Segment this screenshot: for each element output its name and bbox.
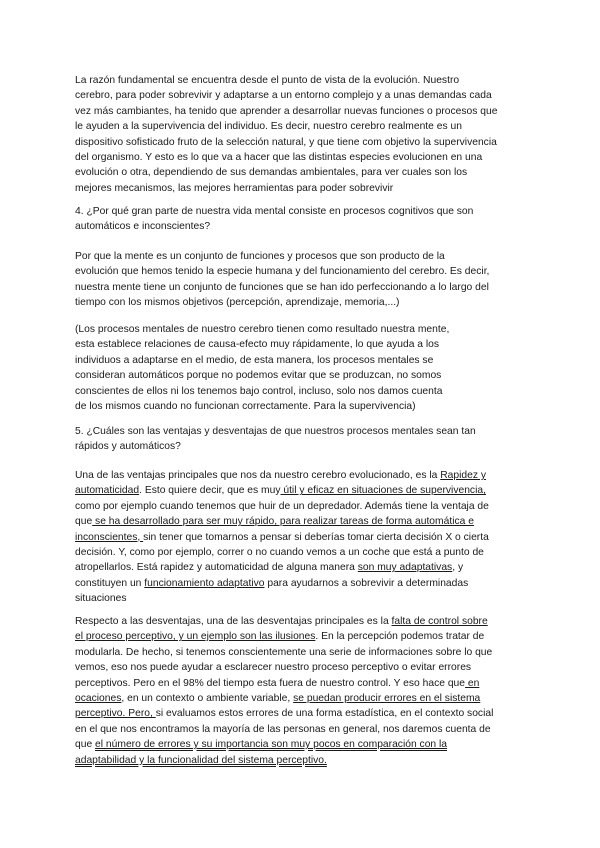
text-line: decisión. Y, como por ejemplo, correr o no cuando vemos a un coche que está a punto de bbox=[75, 547, 484, 559]
text-line: le ayuden a la supervivencia del individuo. Es decir, nuestro cerebro realmente es un bbox=[75, 121, 462, 133]
paragraph-mental-processes bbox=[75, 322, 530, 414]
text-line: La razón fundamental se encuentra desde el punto de vista de la evolución. Nuestro bbox=[75, 75, 460, 86]
text-line: de los mismos cuando no funcionan correctamente. Para la supervivencia) bbox=[75, 401, 416, 413]
underlined-text: ocaciones bbox=[75, 693, 122, 705]
text-line bbox=[75, 629, 530, 644]
text-run: . Esto quiere decir, que es muy bbox=[139, 485, 281, 497]
underlined-text: funcionamiento adaptativo bbox=[144, 577, 265, 589]
text-line: evolución o otra, dependiendo de sus demandas ambientales, para ver cuales son los bbox=[75, 167, 468, 179]
text-run: perceptivos. Pero en el 98% del tiempo esta fuera de nuestro control. Y eso hace que bbox=[75, 677, 466, 689]
text-run: Respecto a las desventajas, una de las desventajas principales es la bbox=[75, 616, 392, 627]
text-run: atropellarlos. Está rapidez y automaticidad de alguna manera bbox=[75, 562, 358, 574]
question-line: 4. ¿Por qué gran parte de nuestra vida mental consiste en procesos cognitivos que son bbox=[75, 206, 474, 217]
underlined-text: falta de control sobre bbox=[391, 616, 488, 627]
text-run: , en un contexto o ambiente variable, bbox=[121, 693, 294, 705]
text-line: evolución que hemos tenido la especie humana y del funcionamiento del cerebro. Es decir, bbox=[75, 266, 490, 278]
text-run: Una de las ventajas principales que nos da nuestro cerebro evolucionado, es la bbox=[75, 470, 441, 481]
text-line: (Los procesos mentales de nuestro cerebro tienen como resultado nuestra mente, bbox=[75, 324, 450, 335]
text-run: que bbox=[75, 516, 93, 528]
question-5 bbox=[75, 424, 530, 455]
text-line bbox=[75, 576, 530, 591]
paragraph-evolution bbox=[75, 73, 530, 196]
underlined-text: en bbox=[465, 677, 480, 689]
underlined-text: se puedan producir errores en el sistema bbox=[293, 693, 481, 705]
question-4 bbox=[75, 204, 530, 235]
text-line bbox=[75, 560, 530, 575]
text-line: como por ejemplo cuando tenemos que huir de un depredador. Además tiene la ventaja de bbox=[75, 500, 489, 512]
underlined-text: son muy adaptativas bbox=[357, 562, 453, 574]
underlined-text: inconscientes, bbox=[75, 531, 144, 543]
paragraph-disadvantages bbox=[75, 614, 530, 768]
underlined-text: útil y eficaz en situaciones de supervivencia, bbox=[280, 485, 486, 497]
text-line bbox=[75, 753, 530, 768]
text-run: que bbox=[75, 739, 96, 751]
text-line bbox=[75, 737, 530, 752]
underlined-text: se ha desarrollado para ser muy rápido, para realizar tareas de forma automática e bbox=[92, 516, 474, 528]
text-run: para ayudarnos a sobrevivir a determinadas bbox=[264, 577, 469, 589]
text-line bbox=[75, 706, 530, 721]
text-line: consideran automáticos porque no podemos evitar que se produzcan, no somos bbox=[75, 370, 442, 382]
text-run: sin tener que tomarnos a pensar si deberías tomar cierta decisión X o cierta bbox=[143, 531, 489, 543]
text-line: esta establece relaciones de causa-efecto muy rápidamente, lo que ayuda a los bbox=[75, 339, 440, 351]
underlined-text: el proceso perceptivo, y un ejemplo son las ilusiones bbox=[75, 631, 316, 643]
paragraph-mind-functions bbox=[75, 249, 530, 311]
underlined-text: perceptivo. Pero, bbox=[75, 708, 156, 720]
text-line: dispositivo sofisticado fruto de la selección natural, y que tiene com objetivo la supervivencia bbox=[75, 136, 497, 148]
underlined-text: Rapidez y bbox=[440, 470, 486, 481]
underlined-text: automaticidad bbox=[75, 485, 140, 497]
text-line bbox=[75, 691, 530, 706]
text-line bbox=[75, 530, 530, 545]
text-line bbox=[75, 614, 530, 629]
underlined-text: adaptabilidad y la funcionalidad del sistema perceptivo. bbox=[75, 754, 327, 766]
text-line bbox=[75, 483, 530, 498]
text-line: nuestra mente tiene un conjunto de funciones que se han ido perfeccionando a lo largo del bbox=[75, 281, 489, 293]
question-line: automáticos e inconscientes? bbox=[75, 221, 211, 233]
text-run: si evaluamos estos errores de una forma estadística, en el contexto social bbox=[155, 708, 494, 720]
text-line: en el que nos encontramos la mayoría de las personas en general, nos daremos cuenta de bbox=[75, 723, 491, 735]
text-run: . En la percepción podemos tratar de bbox=[315, 631, 485, 643]
text-line: Por que la mente es un conjunto de funciones y procesos que son producto de la bbox=[75, 251, 445, 262]
text-line bbox=[75, 468, 530, 483]
question-line: rápidos y automáticos? bbox=[75, 441, 181, 453]
text-line: cerebro, para poder sobrevivir y adaptarse a un entorno complejo y a unas demandas cada bbox=[75, 90, 492, 102]
text-run: constituyen un bbox=[75, 577, 145, 589]
text-line: individuos a adaptarse en el medio, de esta manera, los procesos mentales se bbox=[75, 354, 434, 366]
text-line bbox=[75, 676, 530, 691]
text-line: mejores mecanismos, las mejores herramientas para poder sobrevivir bbox=[75, 182, 394, 194]
question-line: 5. ¿Cuáles son las ventajas y desventajas de que nuestros procesos mentales sean tan bbox=[75, 426, 476, 437]
paragraph-advantages bbox=[75, 468, 530, 607]
text-line: vemos, eso nos puede ayudar a esclarecer nuestro proceso perceptivo o evitar errores bbox=[75, 662, 472, 674]
text-line: del organismo. Y esto es lo que va a hacer que las distintas especies evolucionen en una bbox=[75, 152, 483, 164]
text-line bbox=[75, 514, 530, 529]
text-run: , y bbox=[452, 562, 464, 574]
text-line: conscientes de ellos ni los tenemos bajo control, incluso, solo nos damos cuenta bbox=[75, 385, 443, 397]
text-line: tiempo con los mismos objetivos (percepción, aprendizaje, memoria,...) bbox=[75, 297, 400, 309]
text-line: vez más cambiantes, ha tenido que aprender a desarrollar nuevas funciones o procesos que bbox=[75, 105, 498, 117]
text-line: situaciones bbox=[75, 593, 127, 605]
underlined-text: el número de errores y su importancia son muy pocos en comparación con la bbox=[95, 739, 448, 751]
text-line: modularla. De hecho, si tenemos conscientemente una serie de informaciones sobre lo que bbox=[75, 646, 493, 658]
